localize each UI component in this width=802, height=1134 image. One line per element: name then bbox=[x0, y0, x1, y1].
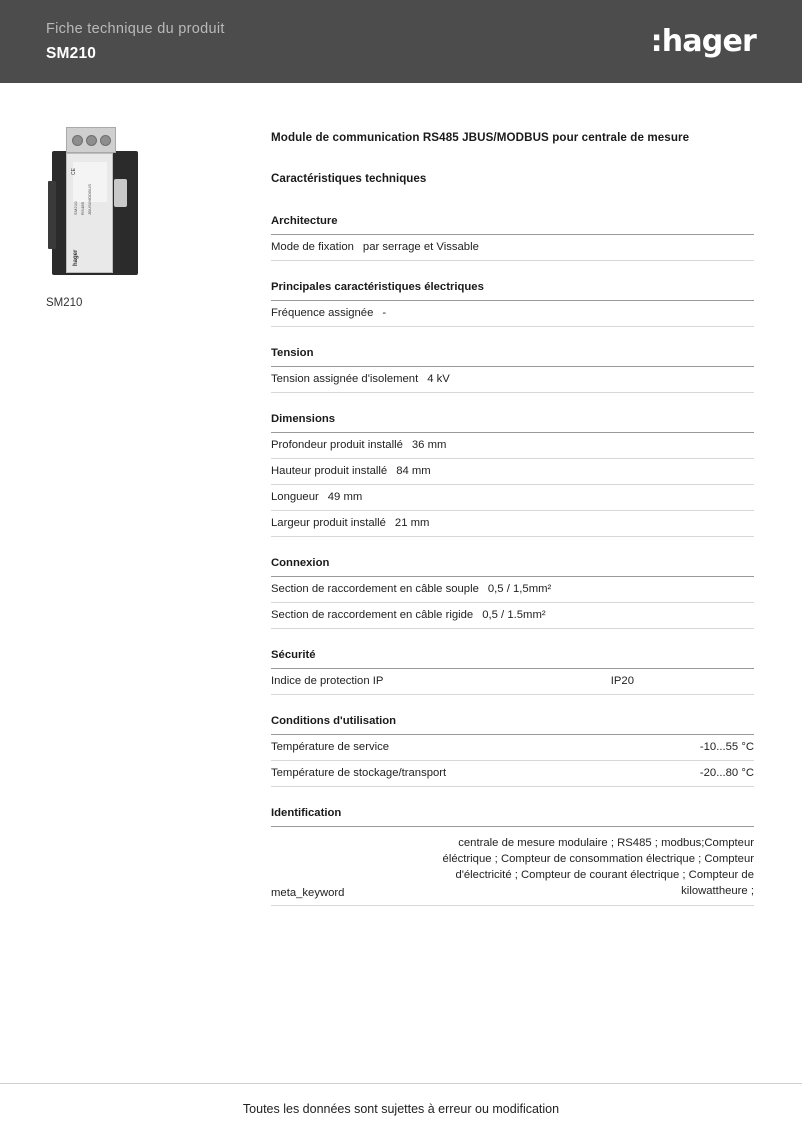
page-footer bbox=[0, 1083, 802, 1134]
specification-column bbox=[271, 131, 754, 926]
identification-row bbox=[271, 827, 754, 906]
spec-row bbox=[271, 367, 754, 393]
spec-label: Profondeur produit installé bbox=[271, 439, 403, 451]
spec-row bbox=[271, 735, 754, 761]
spec-group-title: Connexion bbox=[271, 557, 754, 577]
spec-row bbox=[271, 301, 754, 327]
product-name-title: SM210 bbox=[46, 44, 97, 62]
spec-row bbox=[271, 459, 754, 485]
terminal-screw bbox=[100, 135, 111, 146]
spec-group-title: Architecture bbox=[271, 215, 754, 235]
device-din-clip bbox=[48, 181, 56, 249]
spec-label: Indice de protection IP bbox=[271, 675, 384, 687]
header-titles bbox=[46, 19, 225, 64]
spec-label: Hauteur produit installé bbox=[271, 465, 388, 477]
spec-label: Section de raccordement en câble rigide bbox=[271, 609, 474, 621]
spec-label: Fréquence assignée bbox=[271, 307, 374, 319]
identification-title: Identification bbox=[271, 807, 754, 827]
spec-row bbox=[271, 761, 754, 787]
device-print-line-2: RS485 bbox=[80, 201, 85, 215]
ce-mark-icon: CE bbox=[71, 168, 77, 175]
spec-group-title: Tension bbox=[271, 347, 754, 367]
spec-group-title: Conditions d'utilisation bbox=[271, 715, 754, 735]
spec-row bbox=[271, 511, 754, 537]
spec-value: par serrage et Vissable bbox=[362, 241, 479, 253]
spec-group-title: Principales caractéristiques électriques bbox=[271, 281, 754, 301]
spec-value: -20...80 °C bbox=[699, 767, 754, 779]
spec-group-title: Sécurité bbox=[271, 649, 754, 669]
product-image-column bbox=[46, 123, 236, 309]
spec-group bbox=[271, 557, 754, 629]
device-window bbox=[114, 179, 127, 207]
spec-value: 21 mm bbox=[394, 517, 430, 529]
spec-group bbox=[271, 281, 754, 327]
technical-characteristics-heading: Caractéristiques techniques bbox=[271, 172, 427, 185]
spec-row bbox=[271, 669, 754, 695]
identification-group bbox=[271, 807, 754, 906]
spec-value: - bbox=[382, 307, 387, 319]
spec-group bbox=[271, 715, 754, 787]
document-type-label: Fiche technique du produit bbox=[46, 20, 225, 37]
spec-label: Température de stockage/transport bbox=[271, 767, 447, 779]
spec-row bbox=[271, 603, 754, 629]
spec-group bbox=[271, 347, 754, 393]
spec-label: Longueur bbox=[271, 491, 319, 503]
spec-value: 0,5 / 1.5mm² bbox=[482, 609, 546, 621]
spec-value: 36 mm bbox=[411, 439, 447, 451]
spec-label: Tension assignée d'isolement bbox=[271, 373, 419, 385]
identification-label: meta_keyword bbox=[271, 887, 345, 900]
spec-row bbox=[271, 577, 754, 603]
spec-group bbox=[271, 649, 754, 695]
spec-groups bbox=[271, 215, 754, 787]
product-photo bbox=[46, 123, 196, 283]
spec-value: 49 mm bbox=[327, 491, 363, 503]
spec-group bbox=[271, 215, 754, 261]
spec-value: 84 mm bbox=[396, 465, 431, 477]
spec-group bbox=[271, 413, 754, 537]
spec-value: -10...55 °C bbox=[699, 741, 754, 753]
spec-value: IP20 bbox=[610, 675, 634, 687]
spec-row bbox=[271, 235, 754, 261]
terminal-screw bbox=[86, 135, 97, 146]
product-image-caption: SM210 bbox=[46, 297, 83, 309]
spec-label: Largeur produit installé bbox=[271, 517, 386, 529]
spec-label: Mode de fixation bbox=[271, 241, 354, 253]
hager-logo: :hager bbox=[650, 24, 756, 59]
spec-value: 4 kV bbox=[427, 373, 450, 385]
spec-row bbox=[271, 433, 754, 459]
device-print-line-1: SM210 bbox=[73, 201, 78, 215]
product-description: Module de communication RS485 JBUS/MODBUS pour centrale de mesure bbox=[271, 131, 690, 144]
device-terminal-block bbox=[66, 127, 116, 153]
terminal-screw bbox=[72, 135, 83, 146]
spec-label: Section de raccordement en câble souple bbox=[271, 583, 479, 595]
identification-value: centrale de mesure modulaire ; RS485 ; modbus;Compteur éléctrique ; Compteur de consommation électrique ; Compteur d'électricité ; Compteur de courant électrique ; Compteur de kilowattheure ; bbox=[442, 837, 754, 898]
device-print-line-3: JBUS/MODBUS bbox=[87, 183, 92, 215]
spec-group-title: Dimensions bbox=[271, 413, 754, 433]
footer-disclaimer: Toutes les données sont sujettes à erreur ou modification bbox=[242, 1102, 560, 1116]
page-header bbox=[0, 0, 802, 83]
spec-row bbox=[271, 485, 754, 511]
spec-value: 0,5 / 1,5mm² bbox=[487, 583, 552, 595]
device-brand-print: hager bbox=[73, 249, 79, 266]
spec-label: Température de service bbox=[271, 741, 390, 753]
